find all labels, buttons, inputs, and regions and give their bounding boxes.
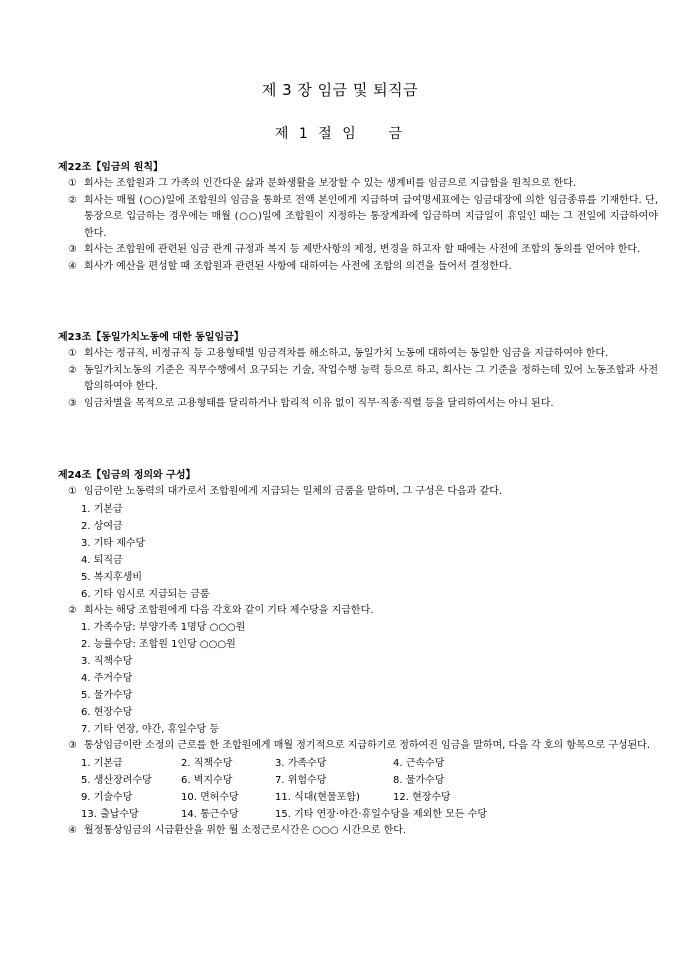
paragraph <box>58 823 658 840</box>
paragraph-text: 회사는 해당 조합원에게 다음 각호와 같이 기타 제수당을 지급한다. <box>84 604 374 616</box>
paragraph-number: ③ <box>68 244 77 255</box>
paragraph-text: 임금이란 노동력의 대가로서 조합원에게 지급되는 일체의 금품을 말하며, 그 구성은 다음과 같다. <box>84 486 503 497</box>
section-title: 제 1 절 임 금 <box>274 126 406 142</box>
paragraph <box>58 363 658 396</box>
list-item: 1. 기본급 <box>81 503 123 515</box>
paragraph-text: 월정통상임금의 시급환산을 위한 월 소정근로시간은 ○○○ 시간으로 한다. <box>84 824 407 836</box>
paragraph <box>58 738 658 755</box>
paragraph-number: ① <box>68 486 77 497</box>
paragraph-text: 회사는 조합원에 관련된 임금 관계 규정과 복지 등 제반사항의 제정, 변경을 하고자 할 때에는 사전에 조합의 동의를 얻어야 한다. <box>84 244 641 255</box>
list-item: 1. 가족수당: 부양가족 1명당 ○○○원 <box>81 622 246 633</box>
grid-cell: 8. 물가수당 <box>393 774 445 786</box>
paragraph-number: ④ <box>68 260 77 272</box>
paragraph <box>58 242 658 259</box>
paragraph-text: 회사는 매월 (○○)일에 조합원의 임금을 통화로 전액 본인에게 지급하며 급여명세표에는 임금대장에 의한 임금종류를 기재한다. 단, 통장으로 입금하는 경우에는 매월 (○○)일에 조합원이 지정하는 통장계좌에 입금하며 지급일이 휴일인 때는 그 전일에 지급하여야 한다. <box>84 194 658 239</box>
list-item: 5. 복지후생비 <box>81 571 143 583</box>
paragraph-number: ① <box>68 178 77 189</box>
chapter-title: 제 3 장 임금 및 퇴직금 <box>261 81 419 99</box>
paragraph-text: 회사는 조합원과 그 가족의 인간다운 삶과 문화생활을 보장할 수 있는 생계비를 임금으로 지급함을 원칙으로 한다. <box>84 178 577 189</box>
list-item: 2. 상여금 <box>81 520 123 532</box>
grid-cell: 2. 직책수당 <box>181 757 233 769</box>
grid-cell: 9. 기술수당 <box>81 791 133 803</box>
grid-cell: 3. 가족수당 <box>275 757 327 769</box>
grid-cell: 15. 기타 연장·야간·휴일수당을 제외한 모든 수당 <box>275 808 488 820</box>
grid-row <box>81 806 658 823</box>
grid-cell: 13. 출납수당 <box>81 808 139 820</box>
grid-row <box>81 755 658 772</box>
grid-cell: 5. 생산장려수당 <box>81 774 152 786</box>
list-item: 3. 직책수당 <box>81 656 133 667</box>
article-24 <box>58 468 658 839</box>
list-item: 5. 물가수당 <box>81 690 133 701</box>
grid-cell: 11. 식대(현물포함) <box>275 791 360 803</box>
paragraph <box>58 176 658 193</box>
paragraph <box>58 346 658 363</box>
paragraph <box>58 603 658 620</box>
paragraph-text: 임금차별을 목적으로 고용형태를 달리하거나 합리적 이유 없이 직무·직종·직렬 등을 달리하여서는 아니 된다. <box>84 397 554 409</box>
grid-cell: 1. 기본급 <box>81 757 123 769</box>
paragraph <box>58 259 658 276</box>
article-title: 제23조【동일가치노동에 대한 동일임금】 <box>58 332 244 343</box>
paragraph <box>58 396 658 413</box>
paragraph-number: ③ <box>68 397 77 409</box>
grid-cell: 6. 벽지수당 <box>181 774 233 786</box>
paragraph <box>58 193 658 243</box>
list-item: 3. 기타 제수당 <box>81 537 146 549</box>
paragraph-number: ② <box>68 194 77 206</box>
list-item: 6. 현장수당 <box>81 707 133 718</box>
article-title: 제22조【임금의 원칙】 <box>58 162 164 173</box>
paragraph-number: ③ <box>68 740 77 751</box>
paragraph-text: 통상임금이란 소정의 근로를 한 조합원에게 매월 정기적으로 지급하기로 정하여진 임금을 말하며, 다음 각 호의 항목으로 구성된다. <box>84 740 651 751</box>
paragraph-text: 회사는 정규직, 비정규직 등 고용형태별 임금격차를 해소하고, 동일가치 노동에 대하여는 동일한 임금을 지급하여야 한다. <box>84 348 609 359</box>
paragraph-number: ④ <box>68 824 77 836</box>
article-23 <box>58 330 658 412</box>
grid-cell: 7. 위험수당 <box>275 774 327 786</box>
grid-row <box>81 772 658 789</box>
paragraph-number: ① <box>68 348 77 359</box>
paragraph-text: 회사가 예산을 편성할 때 조합원과 관련된 사항에 대하여는 사전에 조합의 의견을 들어서 결정한다. <box>84 260 512 272</box>
list-item: 2. 능률수당: 조합원 1인당 ○○○원 <box>81 639 236 650</box>
grid-row <box>81 789 658 806</box>
grid-cell: 4. 근속수당 <box>393 757 445 769</box>
list-item: 6. 기타 임시로 지급되는 금품 <box>81 588 210 600</box>
article-title: 제24조【임금의 정의와 구성】 <box>58 470 196 481</box>
allowance-grid <box>58 755 658 823</box>
grid-cell: 14. 통근수당 <box>181 808 239 820</box>
paragraph <box>58 484 658 501</box>
paragraph-number: ② <box>68 364 77 376</box>
paragraph-number: ② <box>68 604 77 616</box>
list-item: 7. 기타 연장, 야간, 휴일수당 등 <box>81 724 220 735</box>
grid-cell: 10. 면허수당 <box>181 791 239 803</box>
grid-cell: 12. 현장수당 <box>393 791 451 803</box>
list-item: 4. 주거수당 <box>81 673 133 684</box>
paragraph-text: 동일가치노동의 기준은 직무수행에서 요구되는 기술, 작업수행 능력 등으로 하고, 회사는 그 기준을 정하는데 있어 노동조합과 사전 합의하여야 한다. <box>84 364 658 392</box>
article-22 <box>58 160 658 275</box>
list-item: 4. 퇴직금 <box>81 554 123 566</box>
